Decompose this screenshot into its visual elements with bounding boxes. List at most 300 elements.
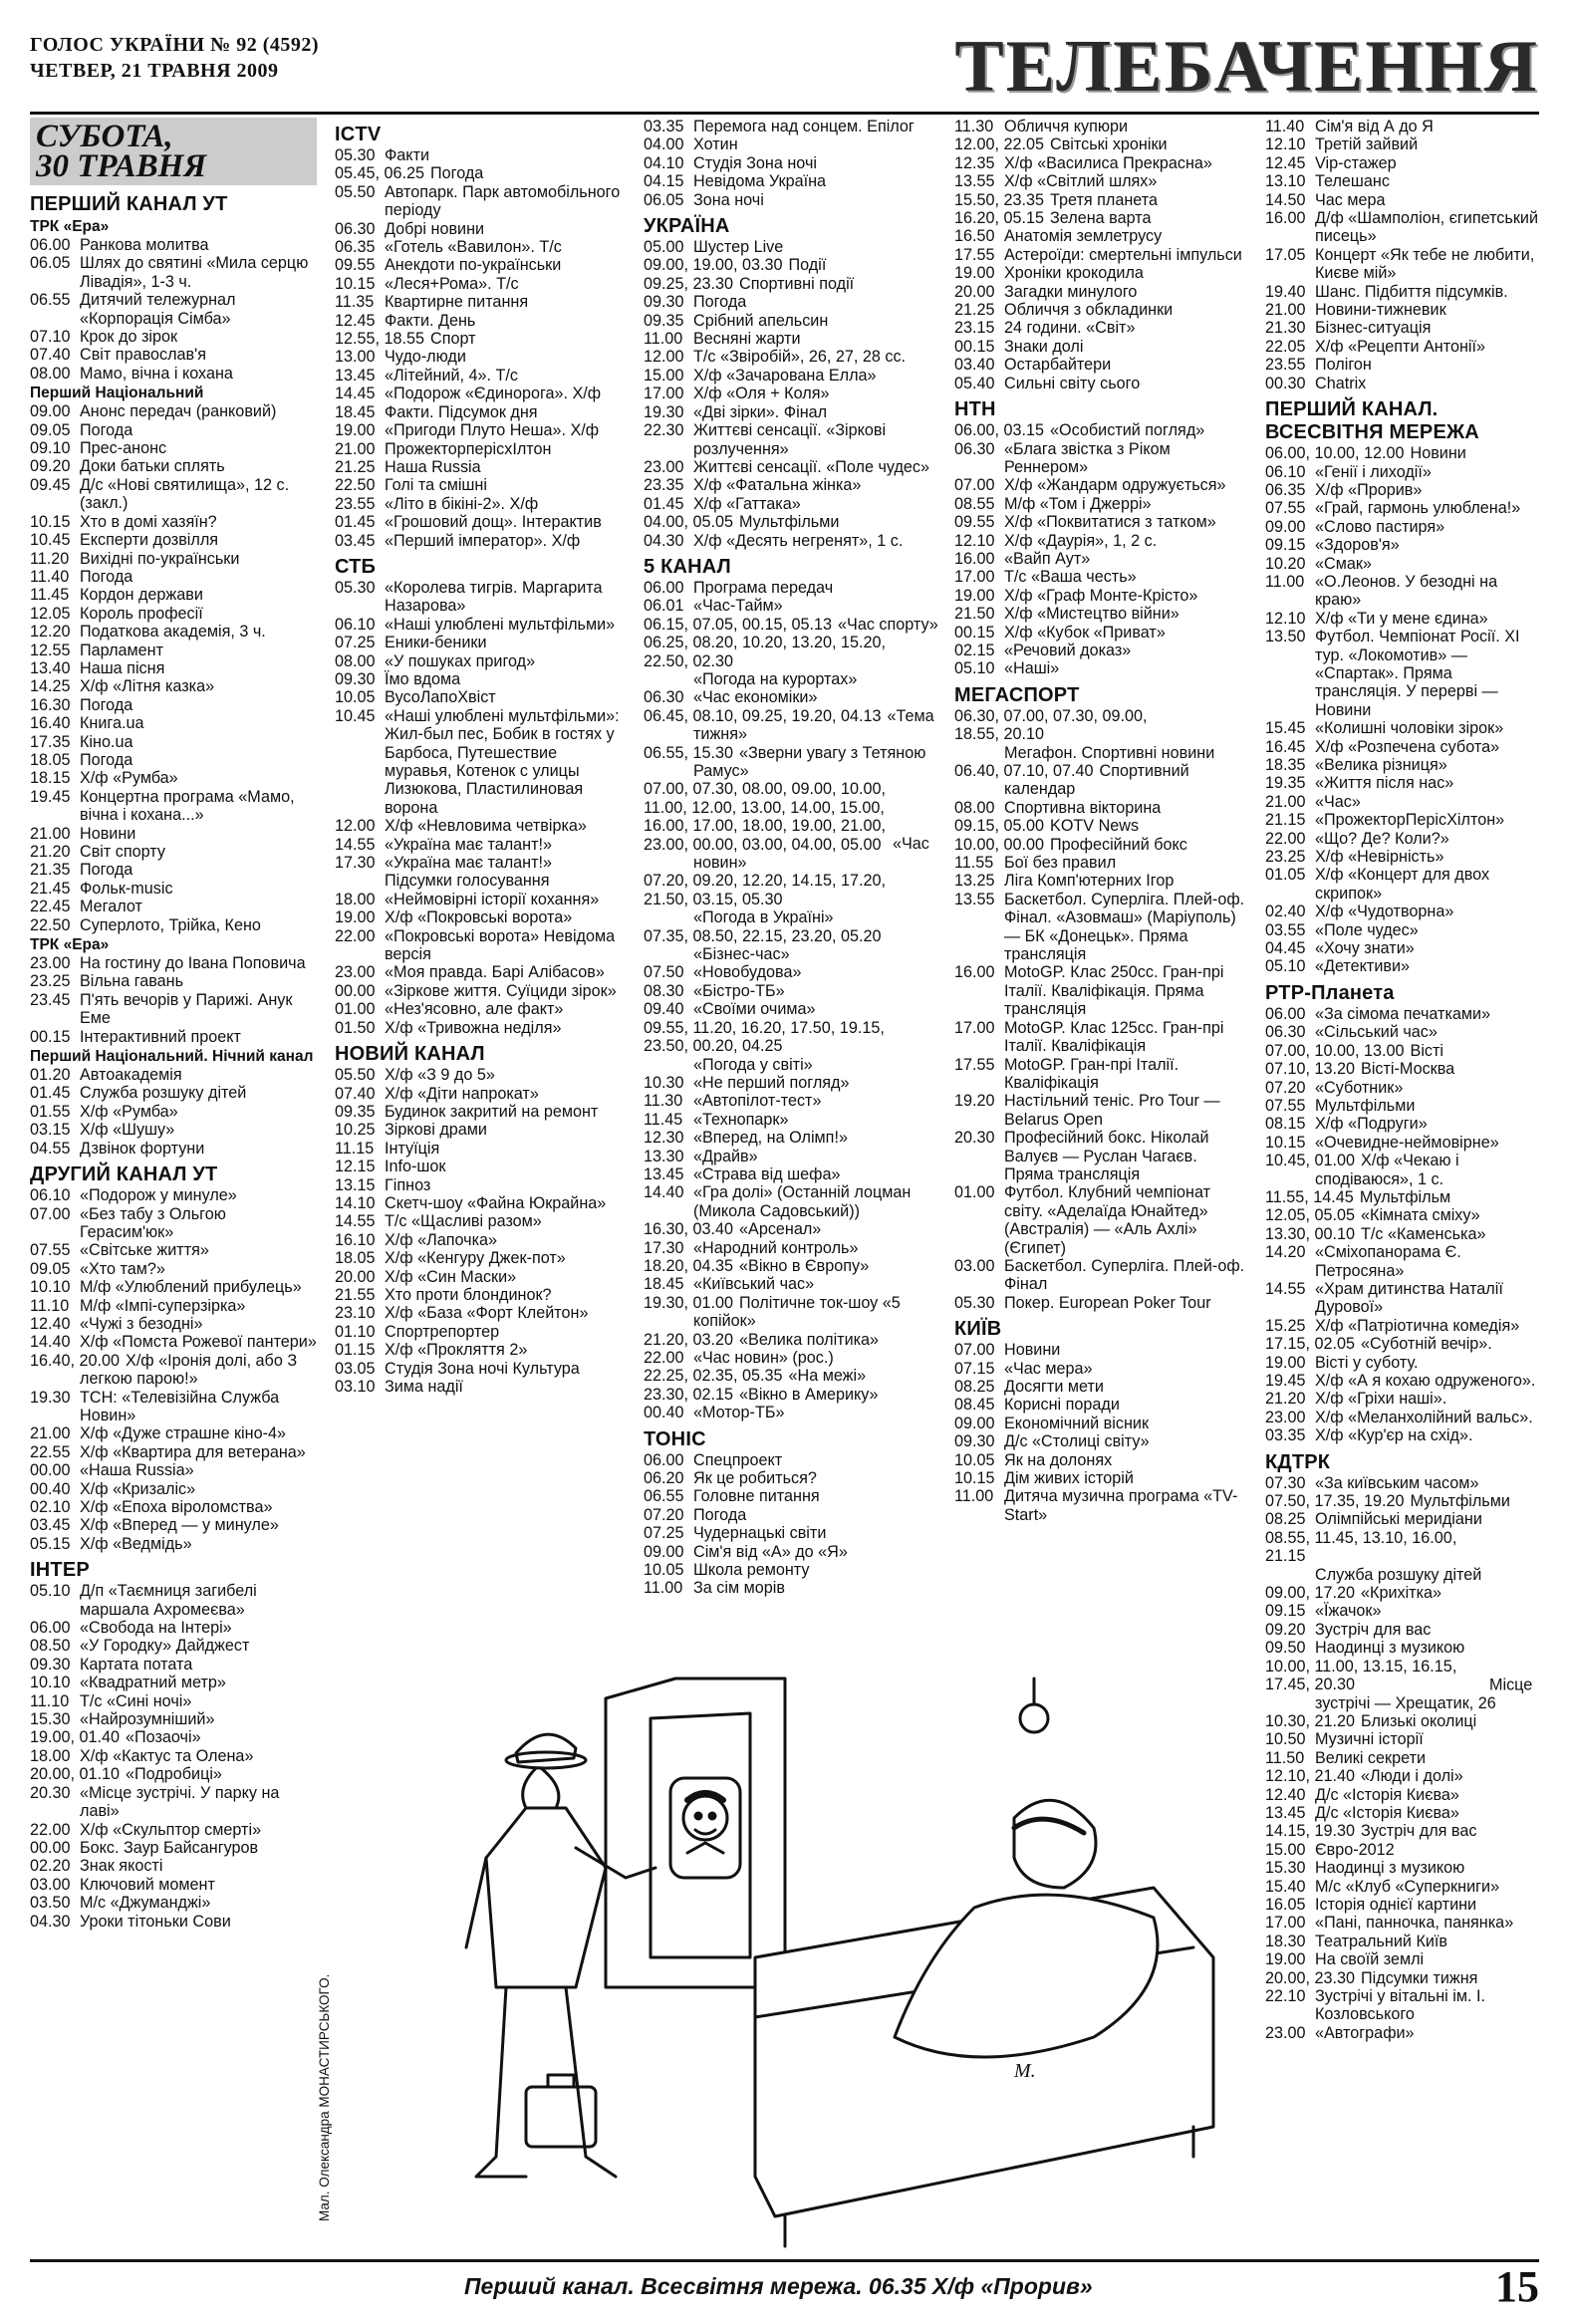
program-title: Х/ф «Подруги»: [1315, 1115, 1428, 1134]
program-entry: [644, 135, 942, 153]
program-entry: [30, 677, 317, 695]
program-title: На своїй землі: [1315, 1950, 1425, 1969]
program-entry: [1265, 1804, 1539, 1822]
program-title: «Колишні чоловіки зірок»: [1315, 719, 1504, 738]
program-title: Автоакадемія: [80, 1066, 182, 1085]
program-time: 03.05: [335, 1359, 376, 1378]
program-entry: [30, 550, 317, 568]
program-entry: [30, 1186, 317, 1204]
program-time: 09.00: [30, 402, 71, 421]
program-title: Х/ф «Квартира для ветерана»: [80, 1442, 306, 1461]
program-title: Х/ф «Меланхолійний вальс».: [1315, 1408, 1533, 1426]
program-time: 06.30: [954, 439, 995, 458]
program-title: Мегалот: [80, 898, 142, 916]
program-time: 12.10: [954, 531, 995, 550]
program-title: Х/ф «Кенгуру Джек-пот»: [385, 1249, 566, 1268]
program-title: Х/ф «Чекаю і сподіваюся», 1 с.: [1315, 1152, 1459, 1188]
program-title: Програма передач: [693, 578, 834, 597]
program-entry: [1265, 356, 1539, 374]
program-time: 14.20: [1265, 1243, 1306, 1262]
program-time: 10.45, 01.00: [1265, 1152, 1356, 1170]
program-title: Служба розшуку дітей: [1315, 1565, 1482, 1584]
program-title: Спецпроект: [693, 1450, 783, 1469]
program-title: «Час спорту»: [838, 615, 938, 634]
program-time: 09.10: [30, 439, 71, 458]
program-entry: [1265, 1969, 1539, 1987]
program-entry: [335, 670, 624, 688]
program-entry: [335, 458, 624, 476]
program-entry: [30, 916, 317, 934]
program-time: 21.00: [1265, 301, 1306, 320]
program-entry: [954, 854, 1249, 872]
program-entry: [30, 328, 317, 346]
program-title: «Детективи»: [1315, 957, 1411, 976]
program-entry: [30, 1535, 317, 1553]
program-time: 11.40: [30, 567, 70, 586]
program-title: «Пані, панночка, панянка»: [1315, 1914, 1514, 1933]
program-time: 20.00, 01.10: [30, 1765, 121, 1784]
program-time: 14.45: [335, 385, 376, 403]
program-entry: [30, 1710, 317, 1728]
program-time: 11.30: [644, 1092, 683, 1111]
program-entry: [644, 1543, 942, 1561]
program-title: Анонс передач (ранковий): [80, 402, 277, 421]
program-entry: [1265, 939, 1539, 957]
program-entry: [644, 1506, 942, 1524]
channel-heading: ДРУГИЙ КАНАЛ УТ: [30, 1163, 218, 1186]
channel-heading: ПЕРШИЙ КАНАЛ. ВСЕСВІТНЯ МЕРЕЖА: [1265, 398, 1479, 444]
program-entry: [954, 872, 1249, 890]
program-entry: [30, 972, 317, 990]
program-time: 16.40: [30, 714, 71, 733]
program-title: Будинок закритий на ремонт: [385, 1102, 599, 1121]
program-time: 01.55: [30, 1102, 71, 1121]
program-time: 06.55, 15.30: [644, 743, 734, 762]
program-time: 07.00: [954, 476, 995, 495]
program-entry: [335, 1176, 624, 1194]
program-time: 08.25: [1265, 1510, 1306, 1529]
program-time: 19.35: [1265, 774, 1306, 793]
program-entry: [1265, 1730, 1539, 1748]
program-time: 14.25: [30, 677, 71, 696]
program-time: 20.00, 23.30: [1265, 1968, 1356, 1987]
program-title: «Їжачок»: [1315, 1602, 1382, 1621]
program-title: «Час мера»: [1004, 1359, 1093, 1378]
program-title: «Зверни увагу з Тетяною Рамус»: [693, 743, 926, 780]
program-entry: [1265, 848, 1539, 866]
program-time: 23.00: [644, 457, 684, 476]
program-time: 05.50: [335, 182, 376, 201]
program-title: Уроки тітоньки Сови: [80, 1912, 231, 1931]
program-title: Х/ф «Лапочка»: [385, 1230, 498, 1249]
program-time: 20.00: [335, 1267, 376, 1286]
program-entry: [954, 1294, 1249, 1312]
program-time: 17.30: [335, 854, 376, 873]
program-entry: [954, 118, 1249, 135]
program-time: 04.10: [644, 153, 684, 172]
page-number: 15: [1495, 2262, 1539, 2311]
program-time: 17.55: [954, 1055, 995, 1074]
masthead: [30, 26, 1539, 112]
program-entry: [954, 624, 1249, 642]
program-title: ТСН: «Телевізійна Служба Новин»: [80, 1388, 280, 1424]
program-entry: [644, 256, 942, 274]
program-entry: [954, 375, 1249, 392]
program-time: 14.15, 19.30: [1265, 1822, 1356, 1841]
program-entry: [30, 642, 317, 659]
tv-column-1: [30, 118, 317, 1931]
program-entry: [954, 836, 1249, 854]
program-title: Як на долонях: [1004, 1450, 1113, 1469]
program-title: «Наші»: [1004, 659, 1060, 678]
cartoon-credit: Мал. Олександра МОНАСТИРСЬКОГО.: [317, 1973, 332, 2221]
program-entry: [954, 799, 1249, 817]
program-entry: [644, 1451, 942, 1469]
program-time: 06.30: [335, 219, 376, 238]
program-time: 15.25: [1265, 1316, 1306, 1335]
program-entry: [954, 1432, 1249, 1450]
program-time: 22.50: [335, 476, 376, 495]
program-time: 00.15: [30, 1027, 71, 1046]
program-time: 05.10: [954, 659, 995, 678]
program-time: 22.00: [1265, 829, 1306, 848]
program-title: Зима надії: [385, 1378, 463, 1396]
program-time: 11.10: [30, 1296, 70, 1315]
program-title: Зіркові драми: [385, 1121, 487, 1140]
program-entry: [335, 421, 624, 439]
program-title: Суперлото, Трійка, Кено: [80, 915, 261, 934]
program-time: 12.40: [1265, 1785, 1306, 1804]
program-title: Спортивний календар: [1004, 762, 1189, 799]
program-entry: [30, 659, 317, 677]
program-title: «ПрожекторПерісХілтон»: [1315, 811, 1505, 830]
program-entry: [30, 1876, 317, 1894]
program-entry: [30, 733, 317, 751]
program-time: 11.15: [335, 1139, 375, 1158]
program-title: «Без табу з Ольгою Герасим'юк»: [80, 1204, 226, 1241]
program-entry: [30, 1857, 317, 1875]
program-title: Шанс. Підбиття підсумків.: [1315, 282, 1508, 301]
program-title: «Поле чудес»: [1315, 920, 1419, 939]
program-entry: [644, 579, 942, 597]
program-entry: [30, 861, 317, 879]
program-entry: [335, 1194, 624, 1212]
program-entry: [954, 495, 1249, 513]
program-title: «Моя правда. Барі Алібасов»: [385, 963, 605, 982]
program-title: Музичні історії: [1315, 1730, 1424, 1749]
program-entry: [954, 587, 1249, 605]
program-title: Вісті: [1410, 1041, 1444, 1060]
program-time: 17.00: [954, 1018, 995, 1037]
program-title: «Літейний, 4». Т/с: [385, 366, 518, 385]
channel-subheading: Перший Національний: [30, 385, 204, 402]
program-title: «Речовий доказ»: [1004, 641, 1132, 659]
program-time: 06.25, 08.20, 10.20, 13.20, 15.20, 22.50, 02.30: [644, 634, 887, 670]
program-time: 06.20: [644, 1469, 684, 1488]
program-time: 14.50: [1265, 190, 1306, 209]
program-entry: [335, 220, 624, 238]
program-entry: [30, 1315, 317, 1333]
program-title: Податкова академія, 3 ч.: [80, 623, 266, 642]
program-entry: [1265, 774, 1539, 792]
program-time: 09.35: [644, 311, 684, 330]
program-entry: [335, 652, 624, 670]
program-time: 01.45: [644, 494, 684, 513]
program-title: «Час новин» (рос.): [693, 1349, 834, 1367]
program-title: «Подробиці»: [126, 1765, 222, 1784]
program-title: Погода: [80, 695, 133, 714]
program-title: «Особистий погляд»: [1050, 421, 1205, 440]
masthead-rule: [30, 112, 1539, 115]
program-entry: [954, 1360, 1249, 1378]
program-entry: [1265, 555, 1539, 573]
program-time: 06.00, 03.15: [954, 421, 1045, 440]
program-entry: [30, 825, 317, 843]
program-title: «На межі»: [788, 1367, 867, 1386]
program-time: 06.00, 10.00, 12.00: [1265, 444, 1405, 463]
program-entry: [1265, 1042, 1539, 1060]
program-entry: [954, 1183, 1249, 1257]
program-time: 06.10: [1265, 462, 1306, 481]
program-title: Х/ф «Іронія долі, або З легкою парою!»: [80, 1351, 298, 1389]
program-entry: [30, 1894, 317, 1912]
program-time: 03.55: [1265, 920, 1306, 939]
program-time: 07.55: [30, 1241, 71, 1260]
program-title: «Наші улюблені мультфільми»: Жил-был пес, Бобик в гостях у Барбоса, Путешествие муравья, Котенок с улицы Лизюкова, Пластилиновая ворона: [385, 706, 620, 817]
program-title: «Наша Russia»: [80, 1461, 194, 1480]
program-title: Баскетбол. Суперліга. Плей-оф. Фінал. «Азовмаш» (Маріуполь) — БК «Донецьк». Пряма трансляція: [1004, 890, 1245, 964]
program-title: Х/ф «Румба»: [80, 1102, 178, 1121]
program-entry: [1265, 1584, 1539, 1602]
program-time: 03.45: [335, 531, 376, 550]
tv-column-2: [335, 118, 624, 1396]
program-entry: [1265, 1005, 1539, 1023]
program-entry: [30, 1913, 317, 1931]
program-time: 03.00: [30, 1875, 71, 1894]
program-time: 13.00: [335, 348, 376, 367]
program-entry: [335, 513, 624, 531]
program-time: 11.10: [30, 1691, 70, 1710]
program-title: «Свобода на Інтері»: [80, 1619, 232, 1638]
program-title: Х/ф «Граф Монте-Крісто»: [1004, 586, 1198, 605]
program-entry: [644, 1183, 942, 1220]
program-time: 03.15: [30, 1121, 71, 1140]
program-entry: [1265, 793, 1539, 811]
program-entry: [644, 1239, 942, 1257]
program-time: 23.25: [1265, 848, 1306, 867]
program-time: 04.00: [644, 135, 684, 154]
program-time: 16.30: [30, 695, 71, 714]
program-entry: [644, 1092, 942, 1110]
program-title: Хроніки крокодила: [1004, 264, 1144, 283]
program-title: Зелена варта: [1050, 209, 1152, 228]
program-entry: [335, 1360, 624, 1378]
program-title: Х/ф «Син Маски»: [385, 1267, 517, 1286]
program-time: 07.20: [1265, 1078, 1306, 1097]
program-entry: [644, 532, 942, 550]
program-entry: [30, 586, 317, 604]
program-title: «Погода на курортах»: [693, 669, 858, 688]
program-title: Концерт «Як тебе не любити, Києве мій»: [1315, 245, 1535, 283]
program-title: «Погода у світі»: [693, 1055, 813, 1074]
program-time: 06.55: [644, 1487, 684, 1506]
program-title: Х/ф «Кризаліс»: [80, 1479, 196, 1498]
program-time: 22.45: [30, 898, 71, 916]
program-title: «Новобудова»: [693, 963, 802, 982]
program-time: 23.00: [1265, 1408, 1306, 1426]
program-time: 15.30: [1265, 1859, 1306, 1878]
program-title: Зустрічі у вітальні ім. І. Козловського: [1315, 1987, 1485, 2024]
program-entry: [30, 714, 317, 732]
program-time: 03.35: [1265, 1426, 1306, 1445]
program-title: Світ спорту: [80, 843, 165, 861]
program-entry: [954, 1341, 1249, 1359]
program-title: Покер. European Poker Tour: [1004, 1293, 1211, 1312]
program-entry: [30, 1278, 317, 1296]
program-title: «Час»: [1315, 792, 1361, 811]
program-entry: [644, 1487, 942, 1505]
program-entry: [30, 769, 317, 787]
program-title: Х/ф «Жандарм одружується»: [1004, 476, 1226, 495]
program-entry: [1265, 1335, 1539, 1353]
program-entry: [30, 402, 317, 420]
program-entry: [644, 927, 942, 964]
program-title: Весняні жарти: [693, 330, 801, 349]
program-title: Сім'я від А до Я: [1315, 118, 1434, 135]
program-title: Місце зустрічі — Хрещатик, 26: [1315, 1676, 1533, 1712]
program-time: 07.40: [30, 346, 71, 365]
program-entry: [644, 385, 942, 402]
newspaper-issue: ГОЛОС УКРАЇНИ № 92 (4592): [30, 34, 320, 56]
program-entry: [30, 1066, 317, 1084]
program-time: 12.10: [1265, 609, 1306, 628]
program-entry: [335, 836, 624, 854]
program-entry: [954, 1129, 1249, 1183]
program-title: Вільна гавань: [80, 972, 184, 991]
program-entry: [644, 1257, 942, 1275]
program-entry: [30, 1692, 317, 1710]
program-time: 09.35: [335, 1102, 376, 1121]
program-title: Х/ф «Патріотична комедія»: [1315, 1316, 1520, 1335]
program-title: Близькі околиці: [1361, 1711, 1477, 1730]
program-time: 01.15: [335, 1341, 376, 1360]
program-entry: [1265, 1060, 1539, 1078]
program-title: Х/ф «Дуже страшне кіно-4»: [80, 1424, 286, 1443]
program-time: 09.05: [30, 1259, 71, 1278]
program-time: 23.15: [954, 319, 995, 338]
program-entry: [644, 872, 942, 926]
program-entry: [644, 1294, 942, 1331]
program-entry: [335, 146, 624, 164]
program-time: 21.00: [1265, 792, 1306, 811]
program-title: «Вперед, на Олімп!»: [693, 1129, 848, 1148]
program-title: Інтерактивний проект: [80, 1027, 241, 1046]
program-title: «Не перший погляд»: [693, 1073, 850, 1092]
program-title: М/ф «Імпі-суперзірка»: [80, 1296, 246, 1315]
program-title: Info-шок: [385, 1158, 446, 1176]
program-title: Студія Зона ночі Культура: [385, 1359, 580, 1378]
program-time: 23.55: [335, 494, 376, 513]
program-title: Король професії: [80, 604, 203, 623]
program-entry: [30, 1205, 317, 1242]
program-title: Х/ф «Невловима четвірка»: [385, 817, 587, 836]
program-title: Фольк-music: [80, 879, 173, 898]
program-title: Погода: [693, 1505, 747, 1524]
program-entry: [30, 991, 317, 1028]
program-time: 05.10: [1265, 957, 1306, 976]
program-time: 08.00: [335, 651, 376, 670]
program-entry: [335, 183, 624, 220]
program-entry: [644, 191, 942, 209]
program-entry: [1265, 1639, 1539, 1657]
program-time: 17.00: [1265, 1914, 1306, 1933]
section-title: ТЕЛЕБАЧЕННЯ: [954, 26, 1539, 108]
program-title: Баскетбол. Суперліга. Плей-оф. Фінал: [1004, 1256, 1245, 1294]
program-time: 16.50: [954, 227, 995, 246]
program-time: 22.05: [1265, 337, 1306, 356]
program-entry: [1265, 1206, 1539, 1224]
program-entry: [1265, 444, 1539, 462]
program-title: «Готель «Вавилон». Т/с: [385, 238, 562, 257]
program-title: «Життя після нас»: [1315, 774, 1454, 793]
program-entry: [1265, 628, 1539, 719]
program-entry: [335, 1085, 624, 1103]
program-entry: [1265, 921, 1539, 939]
channel-heading: УКРАЇНА: [644, 215, 730, 238]
program-title: Х/ф «Поквитатися з татком»: [1004, 513, 1216, 532]
program-entry: [954, 227, 1249, 245]
program-title: Футбол. Клубний чемпіонат світу. «Аделаїда Юнайтед» (Австралія) — «Аль Ахлі» (Єгипет): [1004, 1183, 1211, 1257]
program-title: «Генії і лиходії»: [1315, 462, 1432, 481]
program-entry: [954, 421, 1249, 439]
program-entry: [335, 854, 624, 891]
program-title: Ліга Комп'ютерних Ігор: [1004, 872, 1175, 891]
program-title: Х/ф «Кубок «Приват»: [1004, 623, 1166, 642]
program-title: Мультфільми: [739, 513, 840, 532]
program-entry: [335, 1158, 624, 1175]
program-entry: [954, 532, 1249, 550]
program-entry: [335, 293, 624, 311]
program-entry: [30, 880, 317, 898]
program-title: Х/ф «Кур'єр на схід».: [1315, 1426, 1473, 1445]
program-entry: [954, 707, 1249, 762]
program-entry: [335, 1304, 624, 1322]
program-title: Chatrix: [1315, 374, 1367, 392]
program-entry: [1265, 1878, 1539, 1896]
program-entry: [1265, 1317, 1539, 1335]
program-time: 05.30: [335, 146, 376, 164]
channel-subheading: Перший Національний. Нічний канал: [30, 1048, 314, 1066]
program-title: «Що? Де? Коли?»: [1315, 829, 1449, 848]
program-time: 01.10: [335, 1322, 376, 1341]
program-entry: [335, 982, 624, 1000]
program-time: 12.00: [644, 348, 684, 367]
program-title: Х/ф «Діти напрокат»: [385, 1084, 539, 1103]
channel-heading: ICTV: [335, 124, 382, 145]
program-title: Сім'я від «А» до «Я»: [693, 1542, 848, 1561]
program-title: Дім живих історій: [1004, 1469, 1134, 1488]
program-time: 09.15: [1265, 1602, 1306, 1621]
program-title: На гостину до Івана Поповича: [80, 954, 306, 973]
program-time: 22.55: [30, 1442, 71, 1461]
program-time: 07.00, 07.30, 08.00, 09.00, 10.00, 11.00, 12.00, 13.00, 14.00, 15.00, 16.00, 17.00, 18.00, 19.00, 21.00, 23.00, 00.00, 03.00, 04.00, 05.00: [644, 780, 887, 854]
program-title: Дитяча музична програма «TV-Start»: [1004, 1487, 1238, 1524]
program-time: 12.10: [1265, 135, 1306, 154]
channel-heading: КИЇВ: [954, 1318, 1002, 1341]
program-time: 15.45: [1265, 719, 1306, 738]
program-time: 21.25: [954, 301, 995, 320]
program-title: Срібний апельсин: [693, 311, 829, 330]
